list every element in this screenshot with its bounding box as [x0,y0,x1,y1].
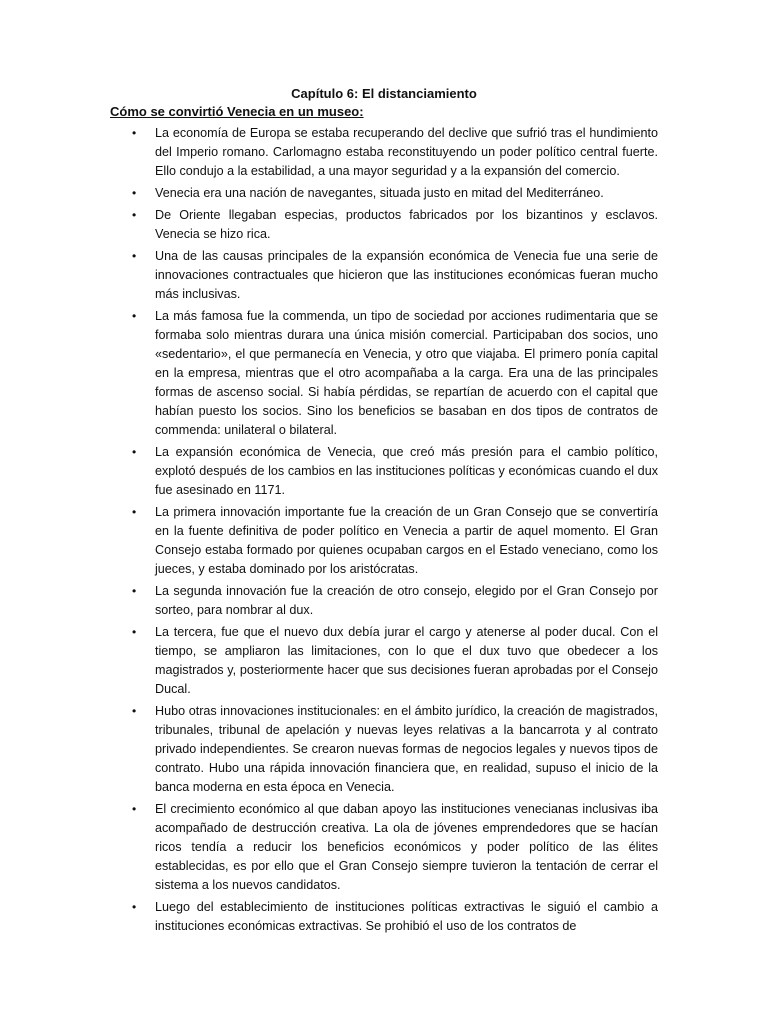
bullet-icon: • [132,704,137,718]
list-item [110,503,658,579]
list-item [110,582,658,620]
bullet-text: La más famosa fue la commenda, un tipo de sociedad por acciones rudimentaria que se formaba solo mientras durara una única misión comercial. Participaban dos socios, uno «sedentario», el que permanecía en Venecia, y otro que viajaba. El primero ponía capital en la empresa, mientras que el otro acompañaba a la carga. Era una de las principales formas de ascenso social. Si había pérdidas, se repartían de acuerdo con el capital que habían puesto los socios. Sino los beneficios se basaban en dos tipos de contratos de commenda: unilateral o bilateral. [155,309,658,437]
page-title: Capítulo 6: El distanciamiento [291,86,477,101]
list-item [110,898,658,936]
bullet-icon: • [132,445,137,459]
bullet-icon: • [132,584,137,598]
bullet-text: La tercera, fue que el nuevo dux debía jurar el cargo y atenerse al poder ducal. Con el tiempo, se ampliaron las limitaciones, con lo que el dux tuvo que obedecer a los magistrados y, posteriormente hacer que sus decisiones fueran aprobadas por el Consejo Ducal. [155,625,658,696]
bullet-text: La primera innovación importante fue la creación de un Gran Consejo que se convertiría en la fuente definitiva de poder político en Venecia a partir de aquel momento. El Gran Consejo estaba formado por quienes ocupaban cargos en el Estado veneciano, como los jueces, y estaba dominado por los aristócratas. [155,505,658,576]
list-item [110,206,658,244]
list-item [110,184,658,203]
bullet-icon: • [132,900,137,914]
bullet-icon: • [132,186,137,200]
list-item [110,623,658,699]
bullet-icon: • [132,126,137,140]
bullet-text: Venecia era una nación de navegantes, situada justo en mitad del Mediterráneo. [155,186,604,200]
list-item [110,800,658,895]
bullet-icon: • [132,249,137,263]
bullet-text: El crecimiento económico al que daban apoyo las instituciones venecianas inclusivas iba acompañado de destrucción creativa. La ola de jóvenes emprendedores que se hacían ricos tendía a reducir los beneficios económicos y poder político de las élites establecidas, es por ello que el Gran Consejo siempre tuvieron la tentación de cerrar el sistema a los nuevos candidatos. [155,802,658,892]
bullet-text: La expansión económica de Venecia, que creó más presión para el cambio político, explotó después de los cambios en las instituciones políticas y económicas cuando el dux fue asesinado en 1171. [155,445,658,497]
bullet-icon: • [132,505,137,519]
bullet-icon: • [132,625,137,639]
section-heading: Cómo se convirtió Venecia en un museo: [110,104,364,119]
list-item [110,247,658,304]
bullet-text: De Oriente llegaban especias, productos fabricados por los bizantinos y esclavos. Venecia se hizo rica. [155,208,658,241]
list-item [110,307,658,440]
bullet-text: La economía de Europa se estaba recuperando del declive que sufrió tras el hundimiento del Imperio romano. Carlomagno estaba reconstituyendo un poder político central fuerte. Ello condujo a la estabilidad, a una mayor seguridad y a la expansión del comercio. [155,126,658,178]
bullet-icon: • [132,208,137,222]
bullet-text: La segunda innovación fue la creación de otro consejo, elegido por el Gran Consejo por sorteo, para nombrar al dux. [155,584,658,617]
bullet-list [110,124,658,939]
list-item [110,702,658,797]
bullet-text: Hubo otras innovaciones institucionales: en el ámbito jurídico, la creación de magistrados, tribunales, tribunal de apelación y nuevas leyes relativas a la bancarrota y al contrato privado independientes. Se crearon nuevas formas de negocios legales y nuevos tipos de contrato. Hubo una rápida innovación financiera que, en realidad, supuso el inicio de la banca moderna en esta época en Venecia. [155,704,658,794]
bullet-text: Una de las causas principales de la expansión económica de Venecia fue una serie de innovaciones contractuales que hicieron que las instituciones económicas fueran mucho más inclusivas. [155,249,658,301]
list-item [110,443,658,500]
bullet-icon: • [132,802,137,816]
bullet-icon: • [132,309,137,323]
list-item [110,124,658,181]
bullet-text: Luego del establecimiento de instituciones políticas extractivas le siguió el cambio a instituciones económicas extractivas. Se prohibió el uso de los contratos de [155,900,658,933]
